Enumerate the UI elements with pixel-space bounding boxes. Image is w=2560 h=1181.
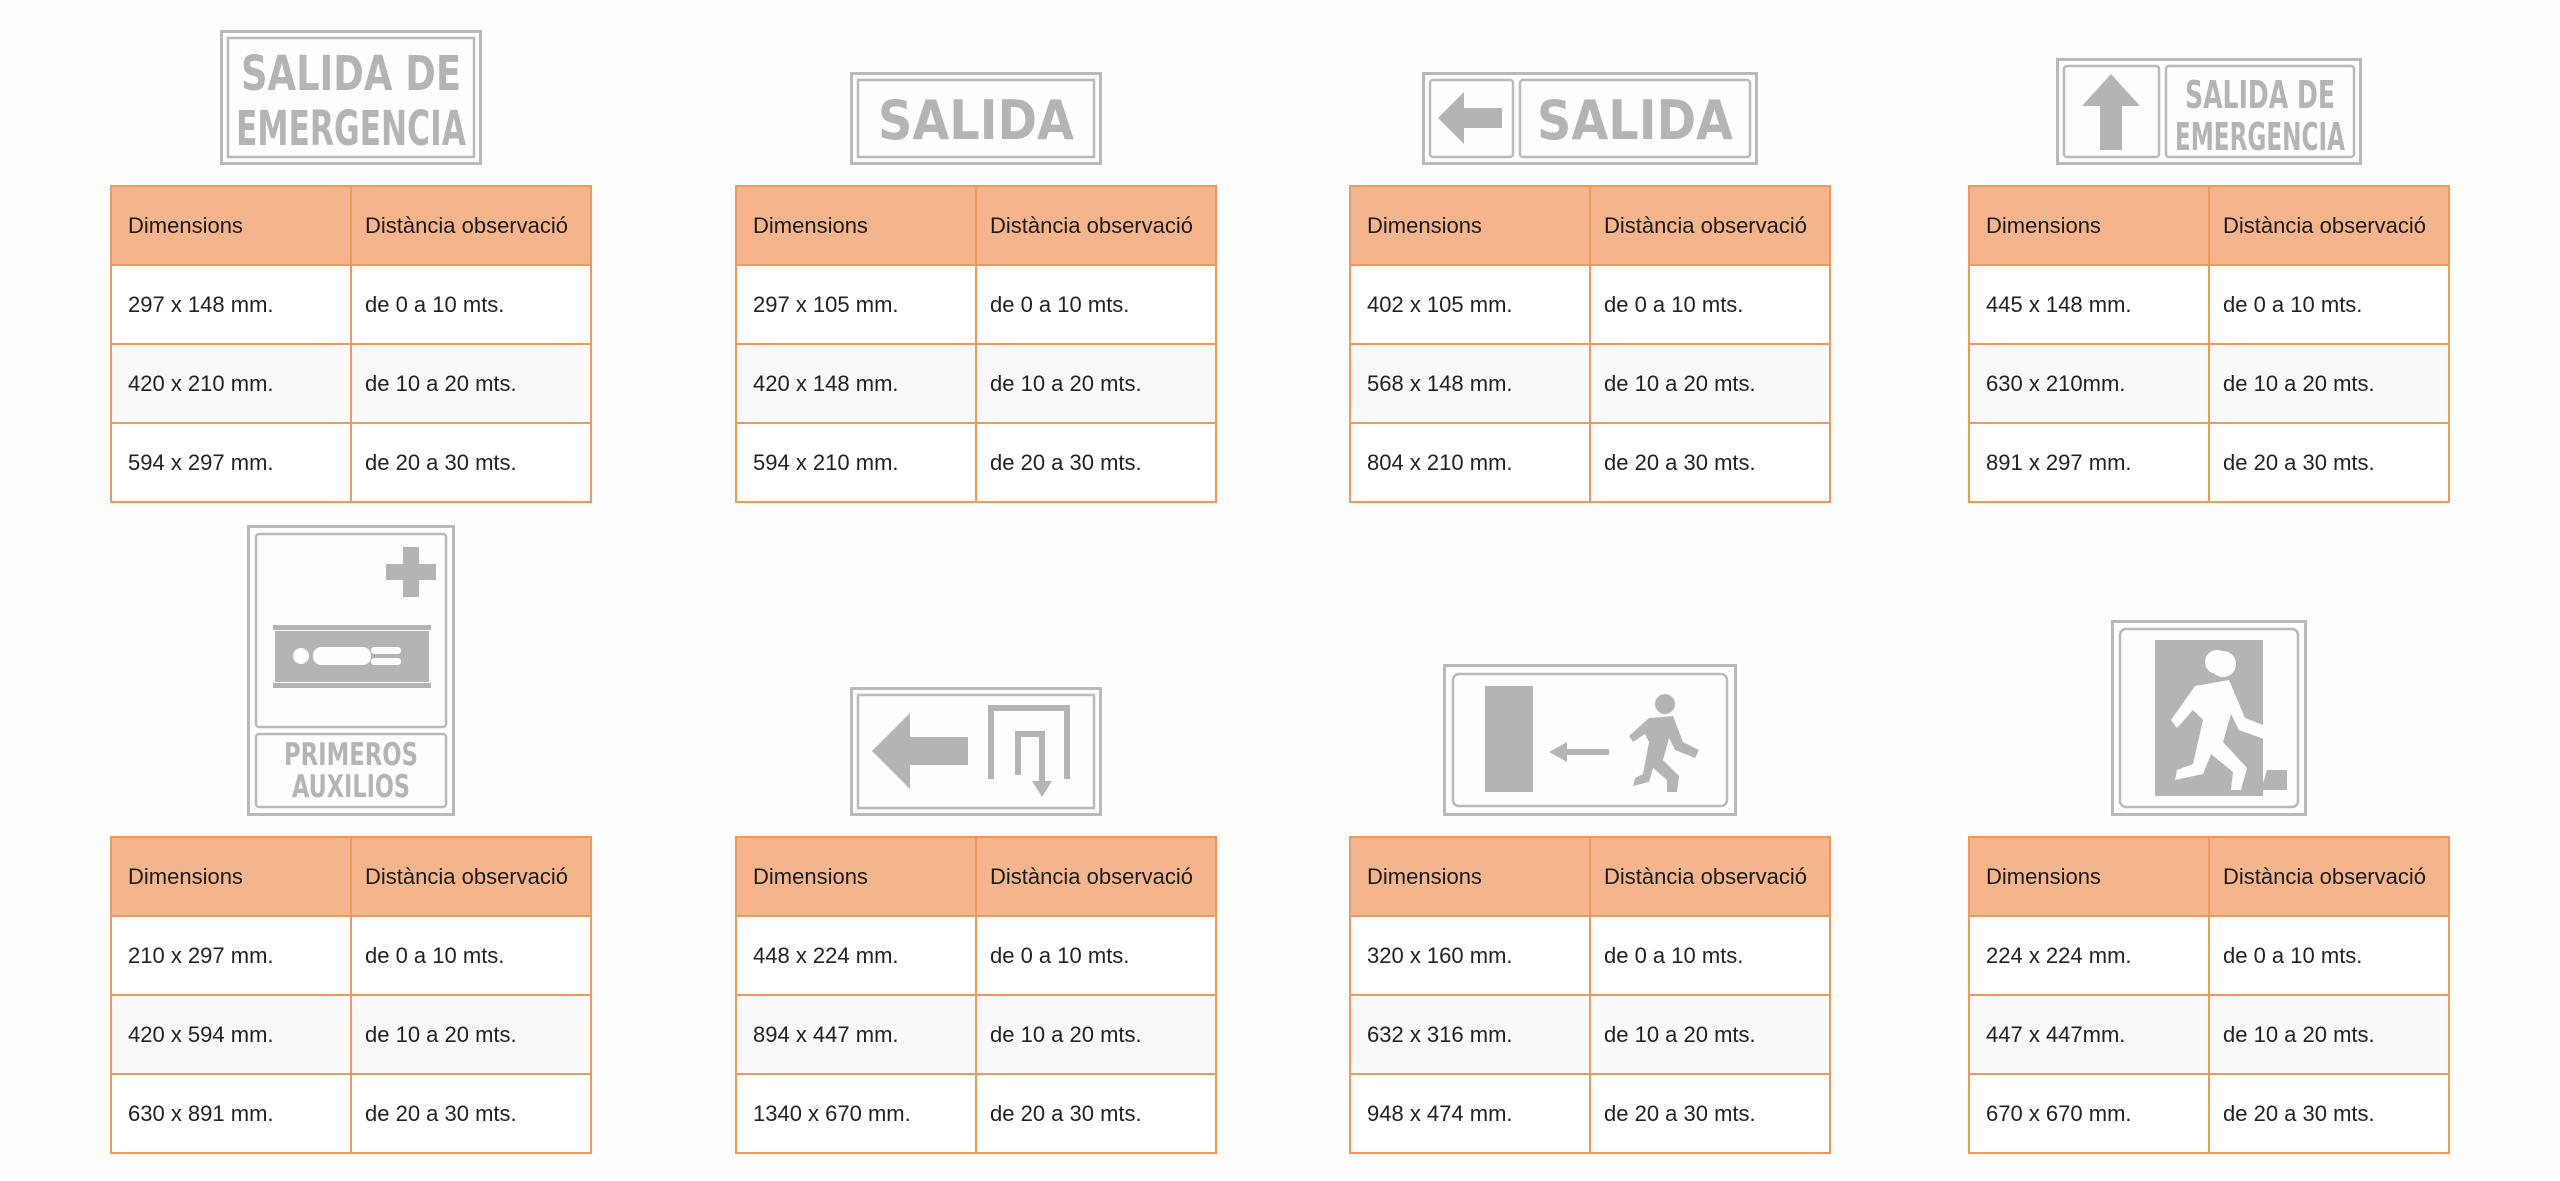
running-man-exit-icon [2155,640,2287,796]
dimensions-table [735,836,1217,1154]
distance-cell: de 20 a 30 mts. [2209,1074,2449,1153]
sign-image [735,687,1217,816]
dimension-cell: 210 x 297 mm. [111,916,351,995]
dimensions-table [110,185,592,503]
distance-cell: de 0 a 10 mts. [1590,265,1830,344]
sign-image [1968,620,2450,816]
dimension-cell: 630 x 210mm. [1969,344,2209,423]
dimension-cell: 448 x 224 mm. [736,916,976,995]
table-row [111,344,591,423]
dimensions-header: Dimensions [736,837,976,916]
stretcher-icon [273,625,431,688]
distance-cell: de 20 a 30 mts. [976,423,1216,502]
distance-cell: de 10 a 20 mts. [976,995,1216,1074]
sign-image [1349,664,1831,816]
dimension-cell: 630 x 891 mm. [111,1074,351,1153]
dimension-cell: 594 x 297 mm. [111,423,351,502]
dimensions-header: Dimensions [1350,186,1590,265]
dimension-cell: 320 x 160 mm. [1350,916,1590,995]
distance-cell: de 10 a 20 mts. [351,995,591,1074]
table-row [736,916,1216,995]
table-row [1969,995,2449,1074]
distance-cell: de 0 a 10 mts. [976,916,1216,995]
arrow-up-icon [2082,74,2140,150]
dimension-cell: 402 x 105 mm. [1350,265,1590,344]
dimension-cell: 894 x 447 mm. [736,995,976,1074]
dimension-cell: 632 x 316 mm. [1350,995,1590,1074]
dimension-cell: 445 x 148 mm. [1969,265,2209,344]
svg-text:SALIDA: SALIDA [878,89,1075,152]
table-row [736,1074,1216,1153]
table-row [1350,344,1830,423]
sign-image [1968,58,2450,165]
table-row [1350,265,1830,344]
dimension-cell: 891 x 297 mm. [1969,423,2209,502]
table-header-row [1969,186,2449,265]
distance-cell: de 20 a 30 mts. [2209,423,2449,502]
table-row [736,423,1216,502]
dimension-cell: 1340 x 670 mm. [736,1074,976,1153]
table-row [1969,423,2449,502]
sign-image [110,30,592,165]
dimension-cell: 297 x 148 mm. [111,265,351,344]
svg-text:SALIDA: SALIDA [1537,89,1734,152]
dimension-cell: 568 x 148 mm. [1350,344,1590,423]
dimension-cell: 594 x 210 mm. [736,423,976,502]
dimensions-table [110,836,592,1154]
exit-route-sign [1443,664,1737,816]
distance-cell: de 10 a 20 mts. [351,344,591,423]
dimension-cell: 420 x 594 mm. [111,995,351,1074]
distance-cell: de 20 a 30 mts. [351,1074,591,1153]
exit-text-sign [850,72,1102,165]
distance-cell: de 20 a 30 mts. [351,423,591,502]
arrow-left-icon [872,713,968,789]
dimension-cell: 224 x 224 mm. [1969,916,2209,995]
distance-header: Distància observació [2209,186,2449,265]
cross-icon [386,547,436,597]
dimensions-header: Dimensions [111,186,351,265]
table-row [736,265,1216,344]
distance-cell: de 10 a 20 mts. [1590,995,1830,1074]
dimension-cell: 804 x 210 mm. [1350,423,1590,502]
door-icon [1485,686,1533,792]
dimension-cell: 447 x 447mm. [1969,995,2209,1074]
sign-image [1349,72,1831,165]
table-row [111,265,591,344]
exit-left-sign [1422,72,1758,165]
table-row [1350,1074,1830,1153]
distance-header: Distància observació [351,186,591,265]
emergency-exit-text-sign [220,30,482,165]
dimensions-table [1349,836,1831,1154]
distance-cell: de 10 a 20 mts. [1590,344,1830,423]
distance-header: Distància observació [1590,837,1830,916]
svg-text:EMERGENCIA: EMERGENCIA [2175,115,2346,159]
dimensions-header: Dimensions [1350,837,1590,916]
table-row [1969,265,2449,344]
distance-cell: de 0 a 10 mts. [1590,916,1830,995]
dimensions-header: Dimensions [736,186,976,265]
dimension-cell: 420 x 148 mm. [736,344,976,423]
table-row [1350,995,1830,1074]
distance-header: Distància observació [976,186,1216,265]
table-header-row [736,837,1216,916]
dimensions-table [1968,836,2450,1154]
dimensions-header: Dimensions [1969,186,2209,265]
distance-cell: de 20 a 30 mts. [1590,1074,1830,1153]
table-header-row [111,837,591,916]
distance-header: Distància observació [1590,186,1830,265]
distance-cell: de 0 a 10 mts. [2209,916,2449,995]
svg-text:PRIMEROS: PRIMEROS [284,737,418,773]
table-header-row [736,186,1216,265]
distance-header: Distància observació [351,837,591,916]
table-row [111,916,591,995]
distance-cell: de 0 a 10 mts. [2209,265,2449,344]
table-row [111,423,591,502]
distance-cell: de 10 a 20 mts. [2209,995,2449,1074]
exit-door-left-sign [850,687,1102,816]
distance-cell: de 0 a 10 mts. [351,916,591,995]
arrow-left-icon [1549,742,1609,762]
distance-cell: de 0 a 10 mts. [351,265,591,344]
distance-header: Distància observació [2209,837,2449,916]
distance-header: Distància observació [976,837,1216,916]
table-row [1350,916,1830,995]
distance-cell: de 10 a 20 mts. [976,344,1216,423]
dimensions-header: Dimensions [111,837,351,916]
distance-cell: de 0 a 10 mts. [976,265,1216,344]
dimension-cell: 420 x 210 mm. [111,344,351,423]
dimensions-table [735,185,1217,503]
svg-text:SALIDA DE: SALIDA DE [241,46,461,102]
table-row [1350,423,1830,502]
running-man-icon [1629,694,1699,792]
table-row [1969,1074,2449,1153]
distance-cell: de 10 a 20 mts. [2209,344,2449,423]
dimensions-header: Dimensions [1969,837,2209,916]
distance-cell: de 20 a 30 mts. [976,1074,1216,1153]
table-row [111,1074,591,1153]
dimensions-table [1349,185,1831,503]
sign-image [735,72,1217,165]
table-header-row [1969,837,2449,916]
svg-text:EMERGENCIA: EMERGENCIA [236,101,466,157]
sign-image [110,525,592,816]
table-header-row [111,186,591,265]
table-row [111,995,591,1074]
emergency-exit-sign [2111,620,2307,816]
dimension-cell: 670 x 670 mm. [1969,1074,2209,1153]
first-aid-sign [247,525,455,816]
svg-text:SALIDA DE: SALIDA DE [2185,73,2335,117]
exit-door-icon [988,705,1070,797]
table-row [736,995,1216,1074]
distance-cell: de 20 a 30 mts. [1590,423,1830,502]
dimensions-table [1968,185,2450,503]
dimension-cell: 948 x 474 mm. [1350,1074,1590,1153]
emergency-exit-up-sign [2056,58,2362,165]
table-row [1969,344,2449,423]
arrow-left-icon [1438,92,1502,144]
svg-text:AUXILIOS: AUXILIOS [292,769,410,805]
table-header-row [1350,837,1830,916]
table-header-row [1350,186,1830,265]
table-row [736,344,1216,423]
dimension-cell: 297 x 105 mm. [736,265,976,344]
table-row [1969,916,2449,995]
